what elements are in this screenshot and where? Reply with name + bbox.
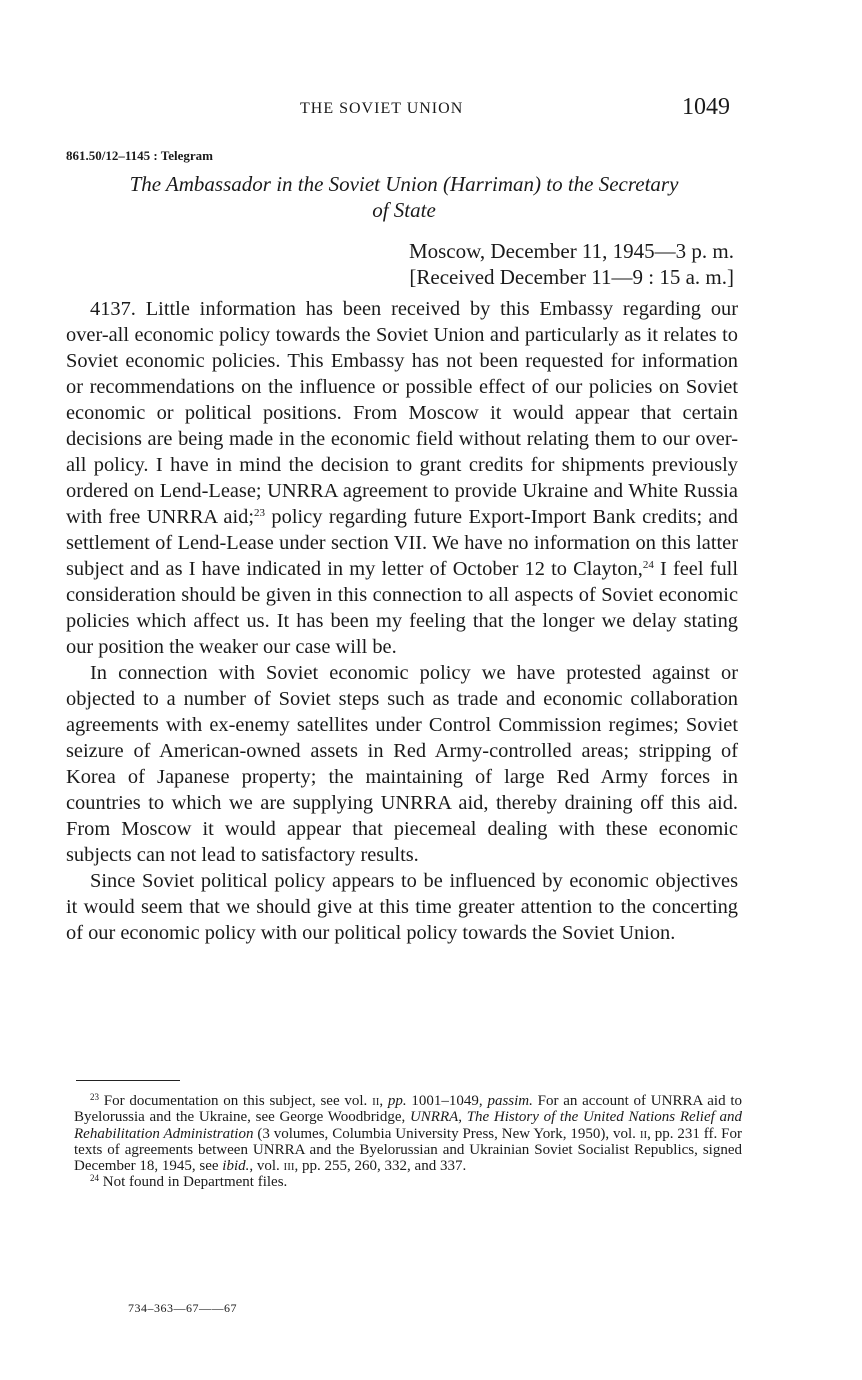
telegram-body xyxy=(66,296,738,946)
fn23-text-h: , pp. 255, 260, 332, and 337. xyxy=(294,1158,467,1175)
footnotes xyxy=(74,1093,742,1191)
running-head: THE SOVIET UNION xyxy=(300,100,464,117)
page-number: 1049 xyxy=(682,94,730,120)
fn23-book-title: UNRRA, The History of the United Nations Relief and Rehabilitation Administration xyxy=(74,1109,742,1142)
fn24-text: Not found in Department files. xyxy=(99,1174,288,1191)
received-line: [Received December 11—9 : 15 a. m.] xyxy=(409,265,734,289)
footnote-23 xyxy=(74,1093,742,1174)
p1-part-b: policy regarding future Export-Import Bank credits; and settlement of Lend-Lease under section VII. We have no information on this latter subject and as I have indicated in my letter of October 12 to Clayton, xyxy=(66,506,738,580)
fn23-passim: passim. xyxy=(487,1093,533,1109)
p1-part-c: I feel full consideration should be given in this connection to all aspects of Soviet economic policies which affect us. It has been my feeling that the longer we delay stating our position the weaker our case will be. xyxy=(66,558,738,658)
footnote-24 xyxy=(74,1174,742,1190)
fn23-text-d: For an account of UNRRA aid to Byelorussia and the Ukraine, see George Woodbridge, xyxy=(74,1093,743,1126)
document-title-line-2: of State xyxy=(372,198,436,222)
fn23-text-b: , xyxy=(379,1093,388,1109)
footnote-23-marker: 23 xyxy=(90,1092,99,1102)
fn23-text-e: (3 volumes, Columbia University Press, New York, 1950), vol. xyxy=(253,1125,640,1142)
fn23-ibid: ibid. xyxy=(222,1158,250,1175)
p1-part-a: 4137. Little information has been received by this Embassy regarding our over-all economic policy towards the Soviet Union and particularly as it relates to Soviet economic policies. This Embassy has not been requested for information or recommendations on the influence or possible effect of our policies on Soviet economic or political positions. From Moscow it would appear that certain decisions are being made in the economic field without relating them to our over-all policy. I have in mind the decision to grant credits for shipments previously ordered on Lend-Lease; UNRRA agreement to provide Ukraine and White Russia with free UNRRA aid; xyxy=(66,298,738,528)
printer-code: 734–363—67——67 xyxy=(128,1301,237,1315)
footnote-24-marker: 24 xyxy=(90,1173,99,1184)
fn23-text-g: , vol. xyxy=(249,1158,284,1175)
dateline: Moscow, December 11, 1945—3 p. m. xyxy=(408,239,734,263)
footnote-ref-23: 23 xyxy=(254,507,266,519)
body-paragraph-3: Since Soviet political policy appears to be influenced by economic objectives it would seem that we should give at this time greater attention to the concerting of our economic policy with our political policy towards the Soviet Union. xyxy=(66,870,738,944)
file-reference: 861.50/12–1145 : Telegram xyxy=(66,148,213,163)
body-paragraph-2: In connection with Soviet economic policy we have protested against or objected to a number of Soviet steps such as trade and economic collaboration agreements with ex-enemy satellites under Control Commission regimes; Soviet seizure of American-owned assets in Red Army-controlled areas; stripping of Korea of Japanese property; the maintaining of large Red Army forces in countries to which we are supplying UNRRA aid, thereby draining off this aid. From Moscow it would appear that piecemeal dealing with these economic subjects can not lead to satisfactory results. xyxy=(66,662,738,866)
fn23-pp: pp. xyxy=(387,1093,407,1109)
body-paragraph-1 xyxy=(66,296,738,660)
fn23-volume-1: ii xyxy=(372,1093,380,1109)
fn23-text-c: 1001–1049, xyxy=(406,1093,488,1109)
dateline-block xyxy=(360,238,734,290)
fn23-text-f: , pp. 231 ff. For texts of agreements between UNRRA and the Byelorussian and Ukrainian Soviet Socialist Republics, signed December 18, 1945, see xyxy=(74,1125,742,1175)
footnote-divider xyxy=(76,1080,180,1081)
document-title-line-1: The Ambassador in the Soviet Union (Harriman) to the Secretary xyxy=(129,172,679,196)
document-title xyxy=(66,171,742,223)
footnote-ref-24: 24 xyxy=(642,559,654,571)
fn23-volume-2: ii xyxy=(639,1125,648,1142)
fn23-text-a: For documentation on this subject, see vol. xyxy=(99,1093,373,1109)
fn23-volume-3: iii xyxy=(283,1158,295,1175)
